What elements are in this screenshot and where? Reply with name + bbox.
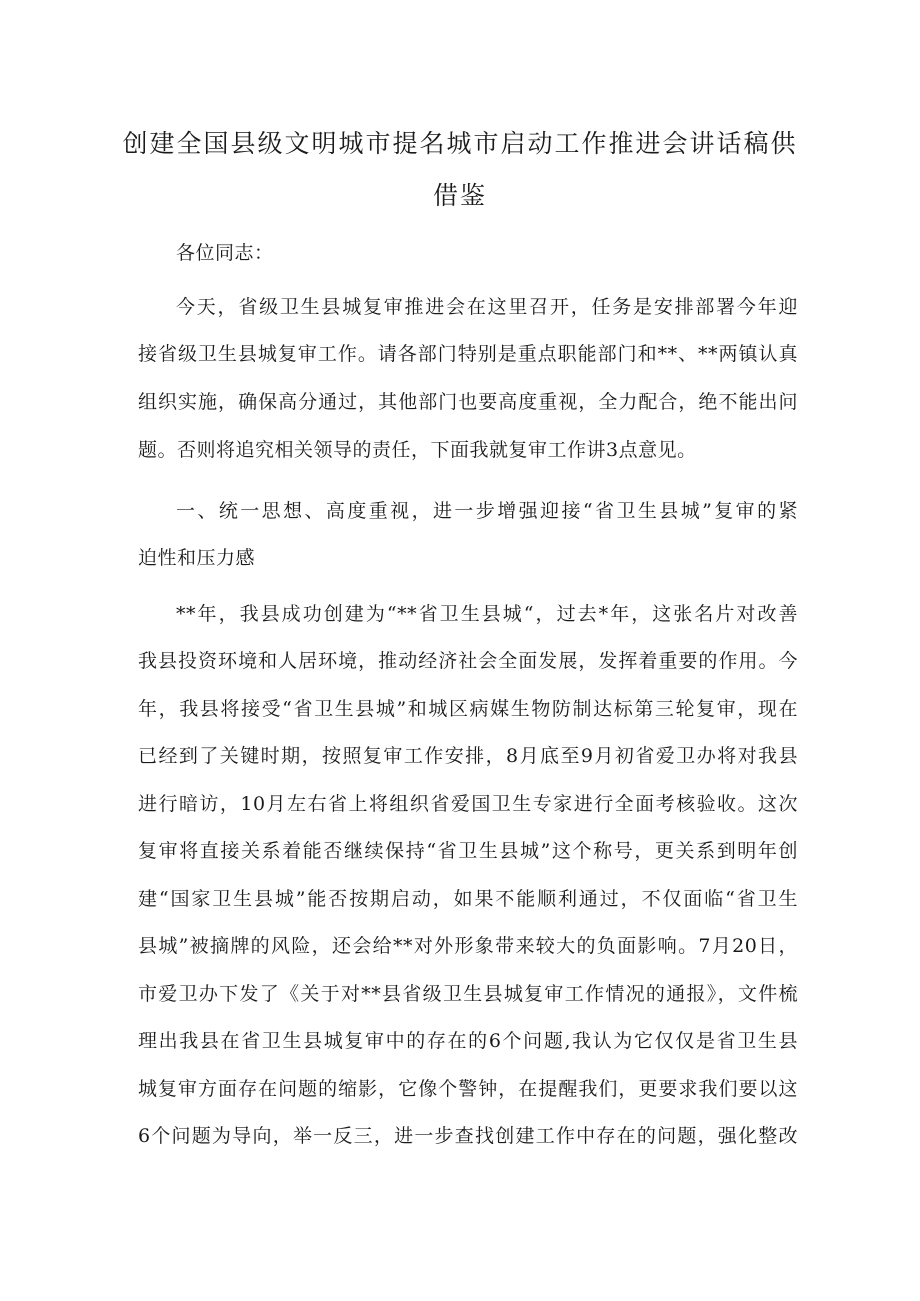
section-heading-line: 一、统一思想、高度重视，进一步增强迎接“省卫生县城”复审的紧 bbox=[176, 500, 798, 522]
paragraph-line: 已经到了关键时期，按照复审工作安排，8月底至9月初省爱卫办将对我县 bbox=[138, 745, 798, 767]
document-title-line-2: 借鉴 bbox=[432, 181, 487, 210]
greeting: 各位同志： bbox=[176, 242, 274, 264]
paragraph-line: 我县投资环境和人居环境，推动经济社会全面发展，发挥着重要的作用。今 bbox=[138, 650, 798, 672]
paragraph-line: 题。否则将追究相关领导的责任，下面我就复审工作讲3点意见。 bbox=[138, 439, 697, 461]
paragraph-line: **年，我县成功创建为“**省卫生县城“，过去*年，这张名片对改善 bbox=[176, 603, 798, 625]
paragraph-line: 建“国家卫生县城”能否按期启动，如果不能顺利通过，不仅面临“省卫生 bbox=[138, 888, 798, 910]
paragraph-line: 进行暗访，10月左右省上将组织省爱国卫生专家进行全面考核验收。这次 bbox=[138, 793, 798, 815]
paragraph-line: 6个问题为导向，举一反三，进一步查找创建工作中存在的问题，强化整改 bbox=[138, 1125, 798, 1147]
section-heading-line: 迫性和压力感 bbox=[138, 547, 256, 569]
paragraph-line: 理出我县在省卫生县城复审中的存在的6个问题,我认为它仅仅是省卫生县 bbox=[138, 1030, 798, 1052]
document-title-line-1: 创建全国县级文明城市提名城市启动工作推进会讲话稿供 bbox=[122, 129, 798, 158]
paragraph-line: 接省级卫生县城复审工作。请各部门特别是重点职能部门和**、**两镇认真 bbox=[138, 343, 798, 365]
paragraph-line: 组织实施，确保高分通过，其他部门也要高度重视，全力配合，绝不能出问 bbox=[138, 391, 798, 413]
paragraph-line: 年，我县将接受“省卫生县城”和城区病媒生物防制达标第三轮复审，现在 bbox=[138, 698, 798, 720]
paragraph-line: 市爱卫办下发了《关于对**县省级卫生县城复审工作情况的通报》，文件梳 bbox=[138, 983, 798, 1005]
paragraph-line: 复审将直接关系着能否继续保持“省卫生县城”这个称号，更关系到明年创 bbox=[138, 840, 798, 862]
paragraph-line: 今天，省级卫生县城复审推进会在这里召开，任务是安排部署今年迎 bbox=[176, 296, 798, 318]
paragraph-line: 县城”被摘牌的风险，还会给**对外形象带来较大的负面影响。7月20日， bbox=[138, 935, 798, 957]
paragraph-line: 城复审方面存在问题的缩影，它像个警钟，在提醒我们，更要求我们要以这 bbox=[138, 1078, 798, 1100]
